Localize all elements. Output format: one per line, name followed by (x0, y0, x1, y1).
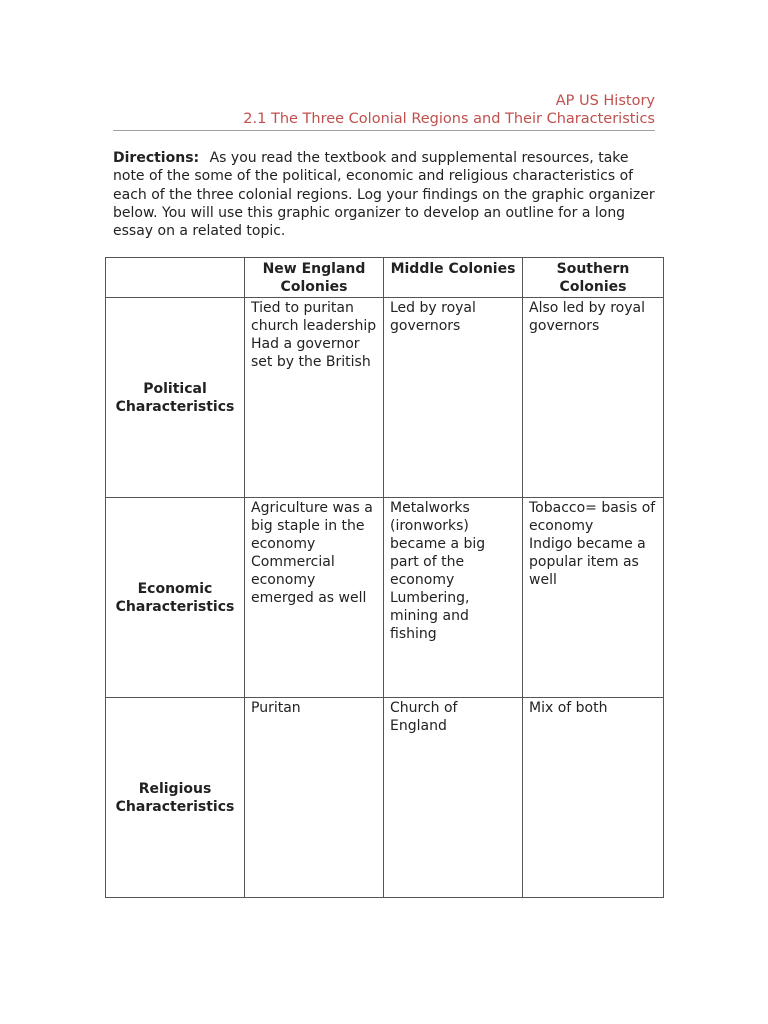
corner-header-cell (106, 258, 245, 298)
row-header-political: Political Characteristics (106, 298, 245, 498)
cell-economic-middle: Metalworks (ironworks) became a big part of the economy Lumbering, mining and fishing (384, 498, 523, 698)
table-row-economic (106, 498, 664, 698)
cell-political-new-england: Tied to puritan church leadership Had a governor set by the British (245, 298, 384, 498)
cell-economic-new-england: Agriculture was a big staple in the economy Commercial economy emerged as well (245, 498, 384, 698)
graphic-organizer-table (105, 257, 664, 898)
cell-political-southern: Also led by royal governors (523, 298, 664, 498)
cell-economic-southern: Tobacco= basis of economy Indigo became a popular item as well (523, 498, 664, 698)
table-header-row (106, 258, 664, 298)
column-header-southern: Southern Colonies (523, 258, 664, 298)
cell-political-middle: Led by royal governors (384, 298, 523, 498)
directions-text: As you read the textbook and supplemental resources, take note of the some of the political, economic and religious characteristics of each of the three colonial regions. Log your findings on the graphic organizer below. You will use this graphic organizer to develop an outline for a long essay on a related topic. (113, 150, 655, 240)
table-row-political (106, 298, 664, 498)
lesson-title: 2.1 The Three Colonial Regions and Their Characteristics (243, 111, 655, 127)
header-divider (113, 130, 655, 131)
document-header (113, 92, 655, 128)
table-row-religious (106, 698, 664, 898)
column-header-middle: Middle Colonies (384, 258, 523, 298)
directions-paragraph (113, 149, 658, 240)
cell-religious-new-england: Puritan (245, 698, 384, 898)
row-header-economic: Economic Characteristics (106, 498, 245, 698)
column-header-new-england: New England Colonies (245, 258, 384, 298)
course-title: AP US History (555, 93, 655, 109)
row-header-religious: Religious Characteristics (106, 698, 245, 898)
directions-label: Directions: (113, 150, 200, 166)
cell-religious-southern: Mix of both (523, 698, 664, 898)
cell-religious-middle: Church of England (384, 698, 523, 898)
